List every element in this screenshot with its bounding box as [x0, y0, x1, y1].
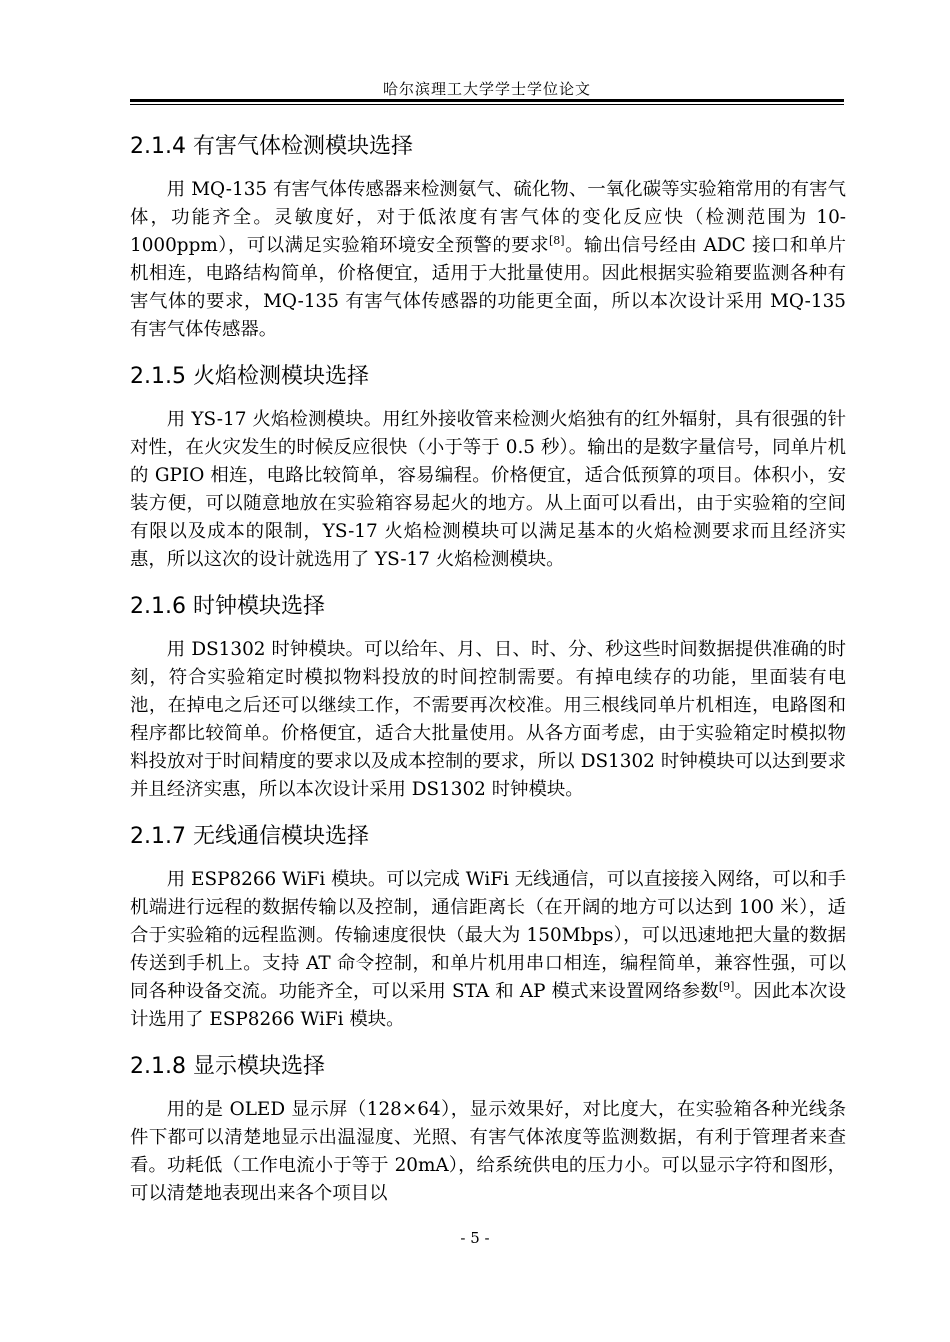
section-paragraph: [130, 636, 846, 804]
section-wireless: [130, 820, 846, 1034]
paragraph-text: 用的是 OLED 显示屏（128×64），显示效果好，对比度大，在实验箱各种光线条件下都可以清楚地显示出温湿度、光照、有害气体浓度等监测数据，有利于管理者来查看。功耗低（工作电流小于等于 20mA），给系统供电的压力小。可以显示字符和图形，可以清楚地表现出来各个项目以: [130, 1099, 846, 1204]
section-heading: 2.1.7 无线通信模块选择: [130, 824, 369, 849]
page-header: 哈尔滨理工大学学士学位论文: [382, 80, 591, 98]
section-paragraph: [130, 866, 846, 1034]
section-harmful-gas: [130, 130, 846, 344]
paragraph-text: 用 ESP8266 WiFi 模块。可以完成 WiFi 无线通信，可以直接接入网络，可以和手机端进行远程的数据传输以及控制，通信距离长（在开阔的地方可以达到 100 米），适合于实验箱的远程监测。传输速度很快（最大为 150Mbps），可以迅速地把大量的数据传送到手机上。支持 AT 命令控制，和单片机用串口相连，编程简单，兼容性强，可以同各种设备交流。功能齐全，可以采用 STA 和 AP 模式来设置网络参数: [130, 869, 846, 1002]
section-flame: [130, 360, 846, 574]
section-heading: 2.1.6 时钟模块选择: [130, 594, 325, 619]
section-paragraph: [130, 406, 846, 574]
section-paragraph: [130, 176, 846, 344]
section-heading: 2.1.8 显示模块选择: [130, 1054, 325, 1079]
section-paragraph: [130, 1096, 846, 1208]
header-rule-thin: [130, 104, 844, 105]
citation-ref: [9]: [718, 979, 735, 993]
paragraph-text: 用 YS-17 火焰检测模块。用红外接收管来检测火焰独有的红外辐射，具有很强的针对性，在火灾发生的时候反应很快（小于等于 0.5 秒）。输出的是数字量信号，同单片机的 GPIO 相连，电路比较简单，容易编程。价格便宜，适合低预算的项目。体积小，安装方便，可以随意地放在实验箱容易起火的地方。从上面可以看出，由于实验箱的空间有限以及成本的限制，YS-17 火焰检测模块可以满足基本的火焰检测要求而且经济实惠，所以这次的设计就选用了 YS-17 火焰检测模块。: [130, 409, 846, 570]
paragraph-text: 。因此本次设计选用了 ESP8266 WiFi 模块。: [130, 981, 846, 1030]
page-number: - 5 -: [460, 1229, 490, 1247]
page-body: [130, 116, 846, 1208]
citation-ref: [8]: [549, 233, 565, 247]
section-heading: 2.1.5 火焰检测模块选择: [130, 364, 369, 389]
paragraph-text: 用 DS1302 时钟模块。可以给年、月、日、时、分、秒这些时间数据提供准确的时刻，符合实验箱定时模拟物料投放的时间控制需要。有掉电续存的功能，里面装有电池，在掉电之后还可以继续工作，不需要再次校准。用三根线同单片机相连，电路图和程序都比较简单。价格便宜，适合大批量使用。从各方面考虑，由于实验箱定时模拟物料投放对于时间精度的要求以及成本控制的要求，所以 DS1302 时钟模块可以达到要求并且经济实惠，所以本次设计采用 DS1302 时钟模块。: [130, 639, 846, 800]
section-heading: 2.1.4 有害气体检测模块选择: [130, 134, 413, 159]
paragraph-text: 。输出信号经由 ADC 接口和单片机相连，电路结构简单，价格便宜，适用于大批量使用。因此根据实验箱要监测各种有害气体的要求，MQ-135 有害气体传感器的功能更全面，所以本次设计采用 MQ-135 有害气体传感器。: [130, 235, 847, 340]
paragraph-text: 用 MQ-135 有害气体传感器来检测氨气、硫化物、一氧化碳等实验箱常用的有害气体，功能齐全。灵敏度好，对于低浓度有害气体的变化反应快（检测范围为 10-1000ppm），可以满足实验箱环境安全预警的要求: [130, 179, 846, 256]
section-clock: [130, 590, 846, 804]
header-rule-thick: [130, 99, 844, 102]
section-display: [130, 1050, 846, 1208]
